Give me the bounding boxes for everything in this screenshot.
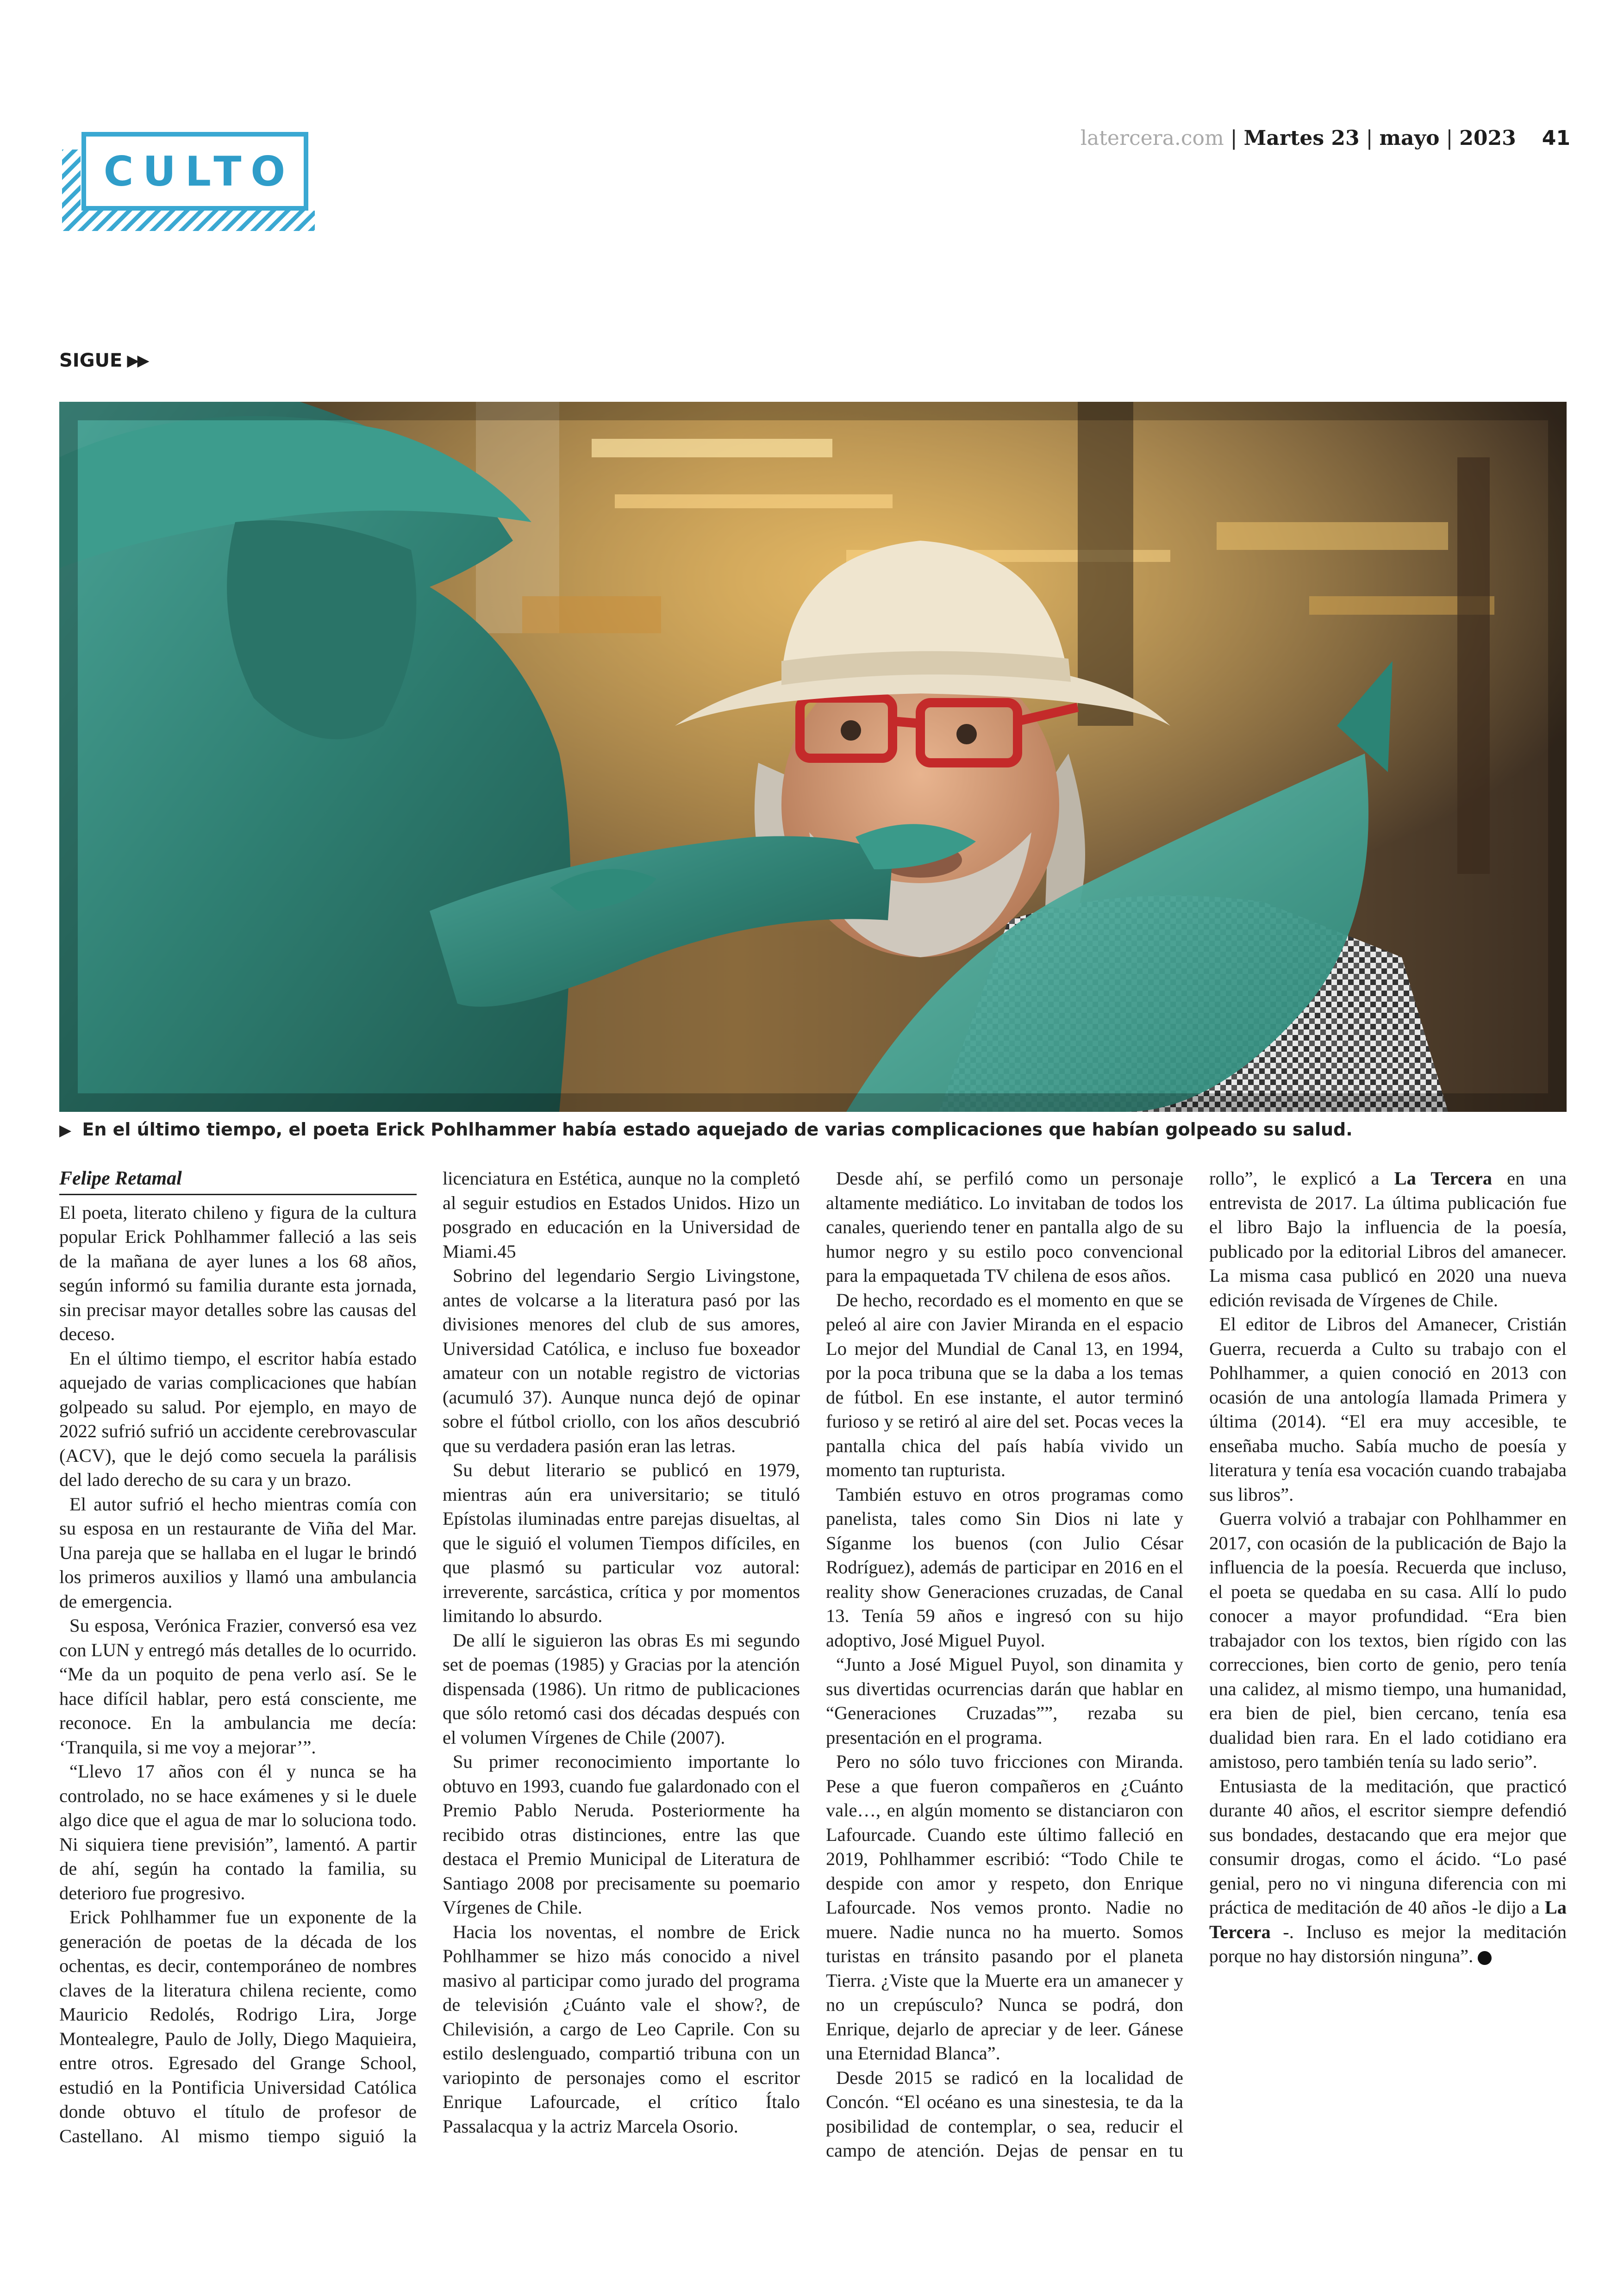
paragraph: Erick Pohlhammer fue un exponente de la generación de poetas de la década de los ochentas, es decir, contemporáneo de nombres claves de la literatura chilena reciente, como Mauricio Redolés, Rodrigo Lira, Jorge Montealegre, Paulo de Jolly, Diego Maquieira, entre otros. Egresado del Grange School, estudió en la Pontificia Universidad Católica donde obtuvo el título de profesor de Castellano. Al mismo tiempo siguió la licenciatura en Estética, aunque no la completó al seguir estudios en Estados Unidos. Hizo un posgrado en educación en la Universidad de Miami.45 — [59, 1168, 800, 2146]
paragraph: El poeta, literato chileno y figura de la cultura popular Erick Pohlhammer falleció a las seis de la mañana de ayer lunes a los 68 años, según informó su familia durante esta jornada, sin precisar mayor detalles sobre las causas del deceso. — [59, 1202, 417, 1344]
separator: | — [1446, 126, 1453, 150]
date-month: mayo — [1379, 126, 1440, 150]
paragraph: Su esposa, Verónica Frazier, conversó esa vez con LUN y entregó más detalles de lo ocurrido. “Me da un poquito de pena verlo así. Se le hace difícil hablar, pero está consciente, me reconoce. En la ambulancia me decía: ‘Tranquila, si me voy a mejorar’”. — [59, 1615, 417, 1758]
page-number: 41 — [1542, 126, 1570, 150]
paragraph: Hacia los noventas, el nombre de Erick Pohlhammer se hizo más conocido a nivel masivo al participar como jurado del programa de televisión ¿Cuánto vale el show?, de Chilevisión, a cargo de Leo Caprile. Con su estilo deslenguado, compartió tribuna con un variopinto de personajes como el escritor Enrique Lafourcade, el crítico Ítalo Passalacqua y la actriz Marcela Osorio. — [443, 1921, 800, 2137]
logo-text: CULTO — [103, 147, 295, 195]
paragraph-text: Entusiasta de la meditación, que practicó durante 40 años, el escritor siempre defendió sus bondades, destacando que era mejor que consumir drogas, como el ácido. “Lo pasé genial, pero no vi ninguna diferencia con mi práctica de meditación de 40 años -le dijo a — [1209, 1775, 1567, 1918]
site-name[interactable]: latercera.com — [1080, 126, 1224, 150]
paragraph: De hecho, recordado es el momento en que se peleó al aire con Javier Miranda en el espacio Lo mejor del Mundial de Canal 13, en 1994, por la poca tribuna que se la daba a los temas de fútbol. En ese instante, el autor terminó furioso y se retiró al aire del set. Pocas veces la pantalla chica del país había vivido un momento tan rupturista. — [826, 1289, 1183, 1480]
article-body — [59, 1166, 1567, 2171]
end-mark-icon — [1478, 1951, 1492, 1965]
brand-name: La Tercera — [1209, 1897, 1567, 1942]
photo-illustration — [59, 402, 1567, 1112]
separator: | — [1230, 126, 1237, 150]
date-day: Martes 23 — [1243, 126, 1360, 150]
continued-text: SIGUE — [59, 350, 123, 371]
byline: Felipe Retamal — [59, 1166, 417, 1195]
article-photo — [59, 402, 1567, 1112]
paragraph: El editor de Libros del Amanecer, Cristián Guerra, recuerda a Culto su trabajo con el Pohlhammer, a quien conoció en 2013 con ocasión de una antología llamada Primera y última (2014). “El era muy accesible, te enseñaba mucho. Sabía mucho de poesía y literatura y tenía esa vocación cuando trabajaba sus libros”. — [1209, 1314, 1567, 1505]
paragraph: Pero no sólo tuvo fricciones con Miranda. Pese a que fueron compañeros en ¿Cuánto vale…, en algún momento se distanciaron con Lafourcade. Cuando este último falleció en 2019, Pohlhammer escribió: “Todo Chile te despide con amor y respeto, don Enrique Lafourcade. Nos vemos pronto. Nadie no muere. Nadie nunca no ha muerto. Somos turistas en tránsito pasando por el planeta Tierra. ¿Viste que la Muerte era un amanecer y no un crepúsculo? Nunca se podrá, don Enrique, dejarlo de apreciar y de leer. Gánese una Eternidad Blanca”. — [826, 1751, 1183, 2064]
paragraph: Sobrino del legendario Sergio Livingstone, antes de volcarse a la literatura pasó por las divisiones menores del club de sus amores, Universidad Católica, e incluso fue boxeador amateur con un notable registro de victorias (acumuló 37). Aunque nunca dejó de opinar sobre el fútbol criollo, con los años descubrió que su verdadera pasión eran las letras. — [443, 1265, 800, 1456]
paragraph: Su debut literario se publicó en 1979, mientras aún era universitario; se tituló Epístolas iluminadas entre parejas disueltas, al que le siguió el volumen Tiempos difíciles, en que plasmó su particular voz autoral: irreverente, sarcástica, crítica y por momentos limitando lo absurdo. — [443, 1459, 800, 1626]
paragraph: En el último tiempo, el escritor había estado aquejado de varias complicaciones que habían golpeado su salud. Por ejemplo, en mayo de 2022 sufrió sufrió un accidente cerebrovascular (ACV), que le dejó como secuela la parálisis del lado derecho de su cara y un brazo. — [59, 1347, 417, 1490]
section-logo[interactable] — [62, 131, 315, 231]
paragraph: Desde ahí, se perfiló como un personaje altamente mediático. Lo invitaban de todos los canales, queriendo tener en pantalla algo de su humor negro y su estilo poco convencional para la empaquetada TV chilena de esos años. — [826, 1168, 1183, 1286]
page-header-meta — [1081, 124, 1570, 152]
paragraph-text: Desde 2015 se radicó en la localidad de Concón. “El océano es una sinestesia, te da la posibilidad de contemplar, o sea, reducir el campo de atención. Dejas de pensar en tu rollo”, le explicó a — [826, 1168, 1380, 2161]
paragraph: Su primer reconocimiento importante lo obtuvo en 1993, cuando fue galardonado con el Premio Pablo Neruda. Posteriormente ha recibido otras distinciones, entre las que destaca el Premio Municipal de Literatura de Santiago 2008 por precisamente su poemario Vírgenes de Chile. — [443, 1751, 800, 1918]
paragraph-text: -. Incluso es mejor la meditación porque no hay distorsión ninguna”. — [1209, 1921, 1567, 1966]
double-play-arrow-icon: ▶▶ — [127, 351, 148, 370]
continued-label — [59, 350, 148, 371]
paragraph: “Llevo 17 años con él y nunca se ha controlado, no se hace exámenes y si le duele algo dice que el agua de mar lo soluciona todo. Ni siquiera tiene previsión”, lamentó. A partir de ahí, según ha contado la familia, su deterioro fue progresivo. — [59, 1761, 417, 1903]
logo-box — [81, 132, 308, 211]
brand-name: La Tercera — [1394, 1168, 1492, 1189]
paragraph — [1209, 1774, 1567, 1969]
caption-arrow-icon: ▶ — [59, 1121, 72, 1140]
photo-caption — [59, 1119, 1567, 1140]
paragraph: También estuvo en otros programas como panelista, tales como Sin Dios ni late y Síganme los buenos (con Julio César Rodríguez), además de participar en 2016 en el reality show Generaciones cruzadas, de Canal 13. Tenía 59 años e ingresó con su hijo adoptivo, José Miguel Puyol. — [826, 1484, 1183, 1651]
paragraph-text: en una entrevista de 2017. La última publicación fue el libro Bajo la influencia de la poesía, publicado por la editorial Libros del amanecer. La misma casa publicó en 2020 una nueva edición revisada de Vírgenes de Chile. — [1209, 1168, 1567, 1310]
date-year: 2023 — [1459, 126, 1516, 150]
paragraph: “Junto a José Miguel Puyol, son dinamita y sus divertidas ocurrencias darán que hablar en “Generaciones Cruzadas””, rezaba su presentación en el programa. — [826, 1654, 1183, 1748]
paragraph: El autor sufrió el hecho mientras comía con su esposa en un restaurante de Viña del Mar. Una pareja que se hallaba en el lugar le brindó los primeros auxilios y llamó una ambulancia de emergencia. — [59, 1493, 417, 1612]
separator: | — [1366, 126, 1373, 150]
paragraph: De allí le siguieron las obras Es mi segundo set de poemas (1985) y Gracias por la atención dispensada (1986). Un ritmo de publicaciones que sólo retomó casi dos décadas después con el volumen Vírgenes de Chile (2007). — [443, 1629, 800, 1748]
paragraph: Guerra volvió a trabajar con Pohlhammer en 2017, con ocasión de la publicación de Bajo la influencia de la poesía. Recuerda que incluso, el poeta se quedaba en su casa. Allí lo pudo conocer a mayor profundidad. “Era bien trabajador con los textos, bien rígido con las correcciones, bien corto de genio, pero tenía una calidez, al mismo tiempo, una humanidad, era bien de piel, bien cercano, tenía esa dualidad bien rara. En el lado cotidiano era amistoso, pero también tenía su lado serio”. — [1209, 1508, 1567, 1772]
caption-text: En el último tiempo, el poeta Erick Pohlhammer había estado aquejado de varias complicaciones que habían golpeado su salud. — [82, 1119, 1353, 1140]
